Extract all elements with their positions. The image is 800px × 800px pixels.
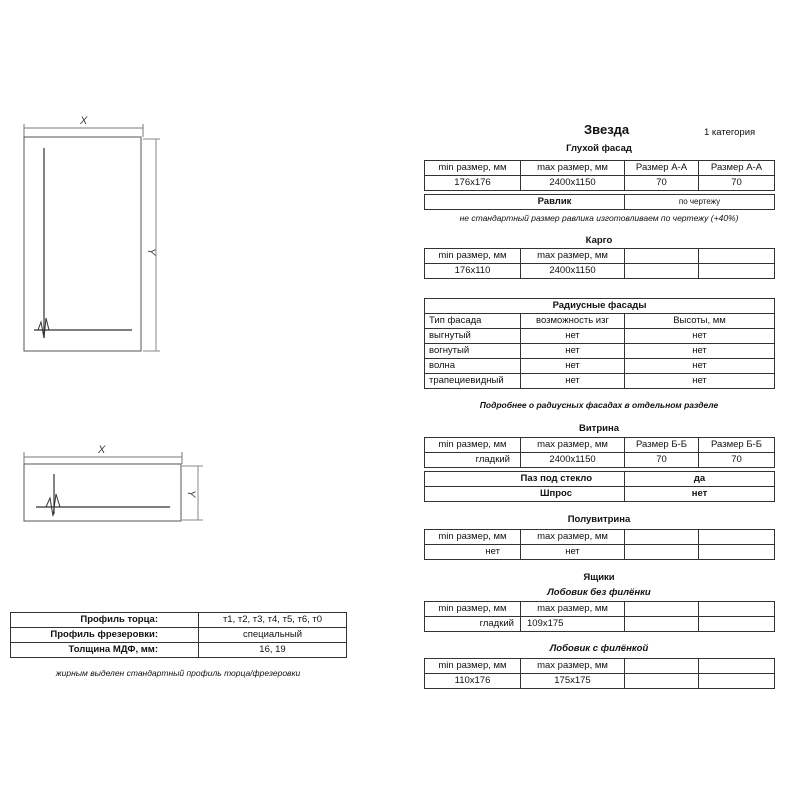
- profile-mill-value: специальный: [199, 628, 347, 643]
- value-cell: [699, 674, 775, 689]
- value-cell: [699, 545, 775, 560]
- head-cell: [699, 602, 775, 617]
- dim-x-label: X: [98, 444, 106, 456]
- profile-table: [10, 612, 347, 658]
- value-cell: 70: [625, 176, 699, 191]
- ravlik-table: [424, 194, 775, 210]
- radius-type-cell: волна: [425, 359, 521, 374]
- dim-y-label: Y: [145, 248, 157, 256]
- value-cell: 70: [699, 453, 775, 468]
- shpros-label: Шпрос: [425, 487, 625, 502]
- drawer-front-panel-table: [424, 658, 775, 689]
- dim-x-label: X: [80, 115, 88, 127]
- glass-groove-value: да: [625, 472, 775, 487]
- cargo-caption: Карго: [585, 235, 613, 246]
- cargo-table: [424, 248, 775, 279]
- head-cell: max размер, мм: [521, 438, 625, 453]
- page-title: Звезда: [584, 122, 630, 137]
- value-cell: [625, 674, 699, 689]
- value-cell: нет: [521, 359, 625, 374]
- value-cell: [699, 617, 775, 632]
- head-cell: [625, 602, 699, 617]
- radius-caption: Радиусные фасады: [425, 299, 775, 314]
- value-cell: [625, 617, 699, 632]
- mdf-thickness-value: 16, 19: [199, 643, 347, 658]
- value-cell: нет: [521, 344, 625, 359]
- polu-vitrina-table: [424, 529, 775, 560]
- ravlik-label: Равлик: [425, 195, 625, 210]
- value-cell: 2400x1150: [521, 176, 625, 191]
- head-cell: Тип фасада: [425, 314, 521, 329]
- value-cell: нет: [521, 545, 625, 560]
- wide-facade-drawing: [24, 444, 203, 521]
- value-cell: 110x176: [425, 674, 521, 689]
- head-cell: max размер, мм: [521, 659, 625, 674]
- value-cell: нет: [521, 374, 625, 389]
- ravlik-value: по чертежу: [625, 195, 775, 210]
- profile-note: жирным выделен стандартный профиль торца/фрезеровки: [55, 668, 301, 678]
- vitrina-options-table: [424, 471, 775, 502]
- glass-groove-label: Паз под стекло: [425, 472, 625, 487]
- tall-facade-drawing: [24, 115, 160, 351]
- head-cell: Размер А-А: [625, 161, 699, 176]
- profile-mill-label: Профиль фрезеровки:: [11, 628, 199, 643]
- value-cell: [625, 264, 699, 279]
- head-cell: min размер, мм: [425, 438, 521, 453]
- radius-type-cell: вогнутый: [425, 344, 521, 359]
- head-cell: Размер А-А: [699, 161, 775, 176]
- radius-table: [424, 298, 775, 389]
- value-cell: [699, 264, 775, 279]
- head-cell: Размер Б-Б: [699, 438, 775, 453]
- head-cell: max размер, мм: [521, 249, 625, 264]
- value-cell: гладкий: [425, 453, 521, 468]
- head-cell: Высоты, мм: [625, 314, 775, 329]
- value-cell: нет: [625, 374, 775, 389]
- profile-end-label: Профиль торца:: [11, 613, 199, 628]
- value-cell: нет: [625, 359, 775, 374]
- value-cell: 175x175: [521, 674, 625, 689]
- mdf-thickness-label: Толщина МДФ, мм:: [11, 643, 199, 658]
- head-cell: [625, 659, 699, 674]
- radius-note: Подробнее о радиусных фасадах в отдельном разделе: [479, 400, 719, 410]
- blind-facade-table: [424, 160, 775, 191]
- head-cell: Размер Б-Б: [625, 438, 699, 453]
- value-cell: нет: [521, 329, 625, 344]
- radius-type-cell: выгнутый: [425, 329, 521, 344]
- head-cell: min размер, мм: [425, 602, 521, 617]
- blind-facade-caption: Глухой фасад: [566, 143, 632, 154]
- value-cell: 2400x1150: [521, 453, 625, 468]
- head-cell: возможность изг: [521, 314, 625, 329]
- drawers-caption: Ящики: [583, 572, 615, 583]
- head-cell: min размер, мм: [425, 659, 521, 674]
- head-cell: [699, 530, 775, 545]
- head-cell: max размер, мм: [521, 161, 625, 176]
- head-cell: [699, 659, 775, 674]
- polu-vitrina-caption: Полувитрина: [567, 514, 631, 525]
- value-cell: 176x176: [425, 176, 521, 191]
- value-cell: 176x110: [425, 264, 521, 279]
- shpros-value: нет: [625, 487, 775, 502]
- radius-type-cell: трапециевидный: [425, 374, 521, 389]
- head-cell: [625, 249, 699, 264]
- value-cell: гладкий: [425, 617, 521, 632]
- drawer-front-panel-caption: Лобовик с филёнкой: [549, 643, 649, 654]
- value-cell: 109x175: [521, 617, 625, 632]
- profile-end-value: т1, т2, т3, т4, т5, т6, т0: [199, 613, 347, 628]
- value-cell: нет: [625, 329, 775, 344]
- drawer-front-plain-caption: Лобовик без филёнки: [547, 587, 651, 598]
- value-cell: 2400x1150: [521, 264, 625, 279]
- head-cell: [699, 249, 775, 264]
- head-cell: [625, 530, 699, 545]
- vitrina-caption: Витрина: [578, 423, 620, 434]
- head-cell: min размер, мм: [425, 161, 521, 176]
- value-cell: 70: [625, 453, 699, 468]
- vitrina-table: [424, 437, 775, 468]
- head-cell: max размер, мм: [521, 530, 625, 545]
- category-label: 1 категория: [704, 127, 756, 138]
- value-cell: [625, 545, 699, 560]
- value-cell: 70: [699, 176, 775, 191]
- head-cell: min размер, мм: [425, 249, 521, 264]
- dim-y-label: Y: [185, 490, 197, 498]
- value-cell: нет: [625, 344, 775, 359]
- value-cell: нет: [425, 545, 521, 560]
- ravlik-note: не стандартный размер равлика изготовливаем по чертежу (+40%): [459, 213, 739, 223]
- head-cell: max размер, мм: [521, 602, 625, 617]
- head-cell: min размер, мм: [425, 530, 521, 545]
- drawer-front-plain-table: [424, 601, 775, 632]
